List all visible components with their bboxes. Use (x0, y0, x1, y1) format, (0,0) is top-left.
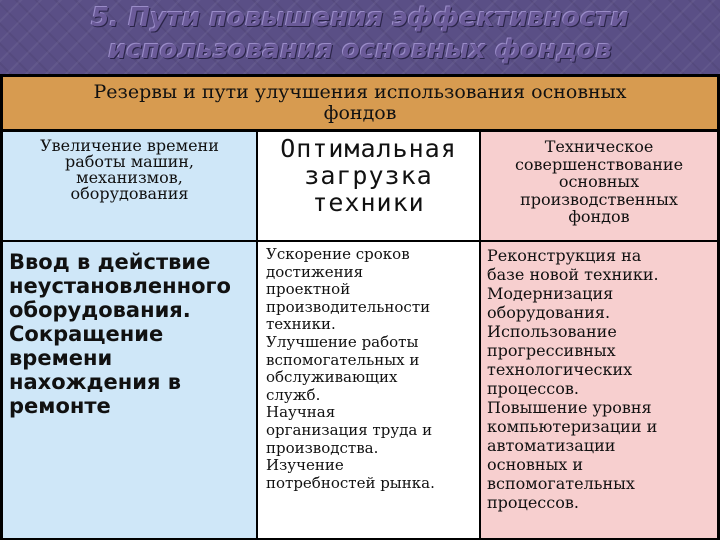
cell-line: загрузка (304, 161, 433, 190)
cell-line: ремонте (9, 394, 111, 418)
cell-line: основных (558, 172, 640, 191)
reserves-table (0, 74, 720, 540)
cell-line: неустановленного (9, 274, 231, 298)
cell-line: Техническое (544, 137, 654, 156)
cell-row2-col1 (3, 242, 256, 538)
cell-line: обслуживающих (266, 368, 398, 387)
slide-title-line-1: 5. Пути повышения эффективности (91, 3, 629, 33)
cell-line: производительности (266, 297, 431, 316)
cell-line: служб. (266, 385, 321, 404)
slide-title (0, 2, 720, 66)
table-header-line-1: Резервы и пути улучшения использования основных (93, 81, 627, 103)
cell-line: оборудования. (487, 303, 611, 322)
cell-line: времени (9, 346, 113, 370)
cell-line: оборудования. (9, 298, 191, 322)
cell-line: технологических (487, 360, 633, 379)
cell-line: оборудования (70, 184, 189, 203)
cell-line: компьютеризации и (487, 417, 658, 436)
cell-row2-col3 (481, 242, 717, 538)
cell-line: Сокращение (9, 322, 164, 346)
cell-line: Изучение (266, 456, 344, 475)
cell-line: Ввод в действие (9, 250, 211, 274)
cell-line: вспомогательных (487, 474, 635, 493)
cell-line: Повышение уровня (487, 398, 652, 417)
cell-line: техники. (266, 315, 336, 334)
cell-line: Реконструкция на (487, 246, 642, 265)
cell-line: фондов (568, 207, 630, 226)
cell-line: процессов. (487, 379, 579, 398)
slide-title-line-2: использования основных фондов (108, 35, 612, 65)
cell-line: совершенствование (514, 154, 684, 174)
cell-line: Увеличение времени (40, 136, 219, 155)
cell-line: проектной (266, 280, 351, 299)
cell-line: потребностей рынка. (266, 473, 435, 492)
cell-line: процессов. (487, 493, 579, 512)
cell-line: Использование (487, 322, 617, 341)
cell-row1-col1 (3, 132, 256, 240)
cell-row1-col3 (481, 132, 717, 240)
table-header (3, 77, 717, 129)
cell-row1-col2 (258, 132, 479, 240)
cell-line: достижения (266, 262, 364, 281)
cell-line: организация труда и (266, 420, 433, 439)
cell-line: производства. (266, 438, 379, 457)
table-header-line-2: фондов (323, 102, 397, 124)
cell-line: механизмов, (76, 168, 183, 187)
cell-line: Ускорение сроков (266, 245, 410, 263)
cell-line: автоматизации (487, 436, 616, 455)
cell-line: нахождения в (9, 370, 182, 394)
cell-line: производственных (520, 189, 678, 209)
cell-row2-col2 (258, 242, 479, 538)
cell-line: прогрессивных (487, 341, 616, 360)
cell-line: базе новой техники. (487, 265, 659, 284)
cell-line: Улучшение работы (266, 332, 419, 351)
cell-line: Модернизация (487, 284, 614, 303)
cell-line: Научная (266, 403, 336, 422)
cell-line: Оптимальная (280, 134, 457, 163)
cell-line: работы машин, (65, 152, 194, 171)
cell-line: основных и (487, 455, 584, 474)
cell-line: техники (312, 188, 425, 217)
cell-line: вспомогательных и (266, 350, 420, 369)
